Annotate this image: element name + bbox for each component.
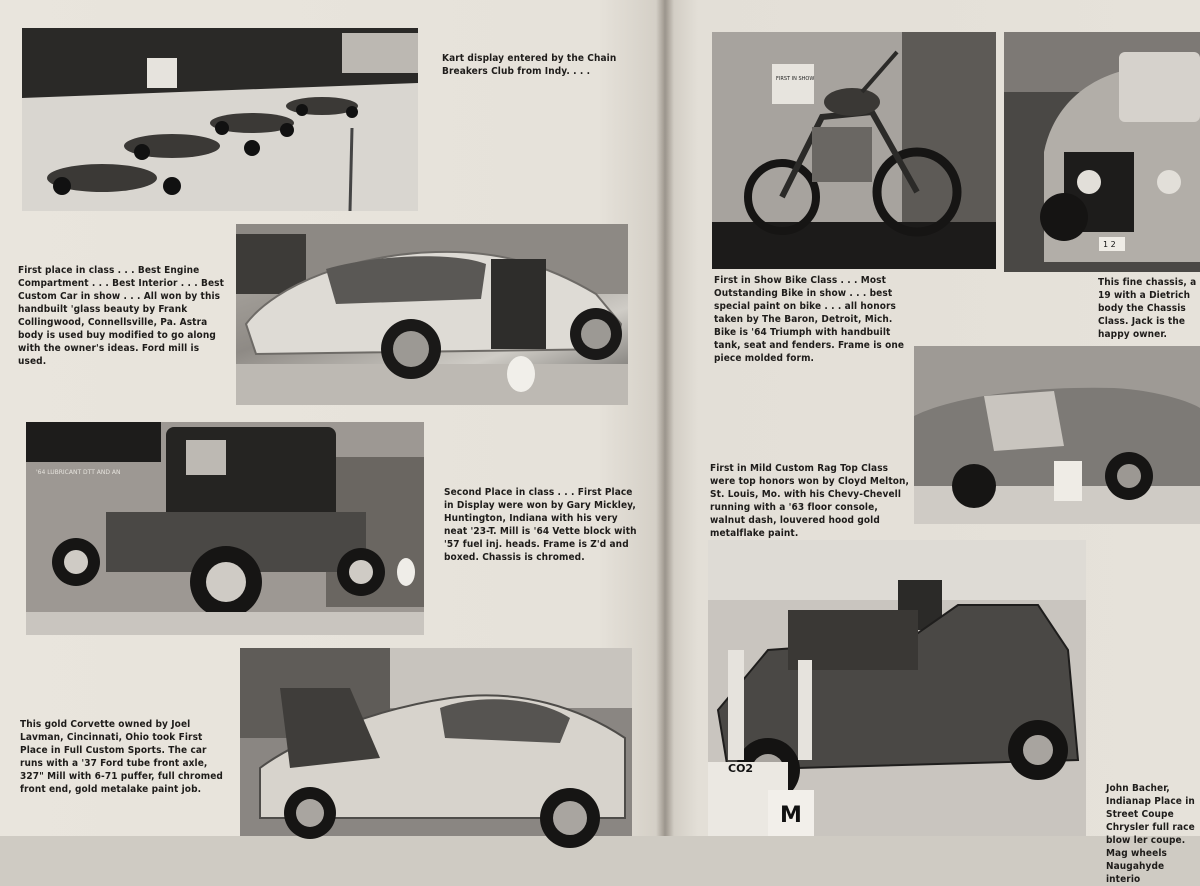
photo-chevelle-ragtop [914,346,1200,524]
t-bucket-banner-text: '64 LUBRICANT DTT AND AN [36,469,121,476]
photo-bacher-coupe [708,540,1086,836]
marathon-logo: M [780,803,802,828]
caption-t-bucket: Second Place in class . . . First Place in Display were won by Gary Mickley, Huntington, Indiana with his very neat '23-T. Mill is '64 Vette block with '57 fuel inj. heads. Frame is Z'd and boxed. Chassis is chromed. [444,487,637,563]
caption-chevelle-ragtop: First in Mild Custom Rag Top Class were top honors won by Cloyd Melton, St. Louis, Mo. with his Chevy-Chevell running with a '63 floor console, walnut dash, louvered hood gold metalflake paint. [710,463,910,539]
caption-bacher-coupe: John Bacher, Indianap Place in Street Coupe Chrysler full race blow ler coupe. Mag wheels Naugahyde interio [1106,783,1195,885]
caption-gold-corvette: This gold Corvette owned by Joel Lavman, Cincinnati, Ohio took First Place in Full Custom Sports. The car runs with a '37 Ford tube front axle, 327" Mill with 6-71 puffer, full chromed front end, gold metalake paint job. [20,719,223,795]
caption-chassis: This fine chassis, a 19 with a Dietrich body the Chassis Class. Jack is the happy owner. [1098,277,1197,340]
photo-gold-corvette [240,648,632,836]
license-plate-text: 1 2 [1103,240,1116,249]
page-gutter [656,0,674,836]
caption-triumph-bike: First in Show Bike Class . . . Most Outstanding Bike in show . . . best special paint on bike . . . all honors taken by The Baron, Detroit, Mich. Bike is '64 Triumph with handbuilt tank, seat and fenders. Frame is one piece molded form. [714,275,905,364]
trophy-plate-text: CO2 [728,762,754,775]
photo-astra-coupe [236,224,628,405]
photo-chassis [1004,32,1200,272]
caption-kart-display: Kart display entered by the Chain Breakers Club from Indy. . . . [442,53,617,77]
caption-astra-coupe: First place in class . . . Best Engine Compartment . . . Best Interior . . . Best Custom Car in show . . . All won by this handbuilt 'glass beauty by Frank Collingwood, Connellsville, Pa. Astra body is used buy modified to go along with the owner's ideas. Ford mill is used. [18,265,225,367]
photo-kart-display [22,28,418,211]
photo-triumph-bike [712,32,996,269]
photo-t-bucket [26,422,424,635]
bike-sign-text: FIRST IN SHOW [776,76,815,82]
